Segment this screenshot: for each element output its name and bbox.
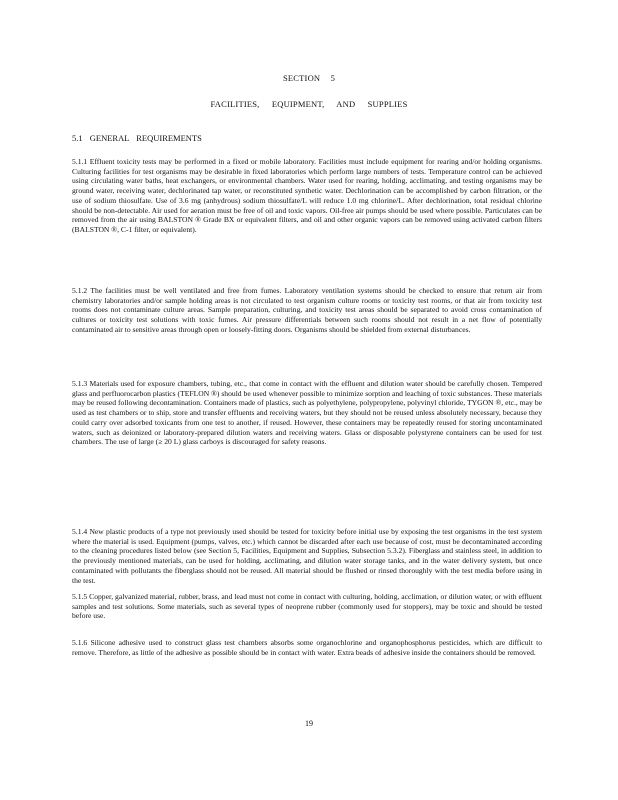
page-number: 19 — [305, 719, 313, 728]
paragraph-5-1-6: 5.1.6 Silicone adhesive used to construct glass test chambers absorbs some organochlorine and organophosphorus pesticides, which are difficult to remove. Therefore, as little of the adhesive as possible should be in contact with water. Extra beads of adhesive inside the containers should be removed. — [72, 638, 542, 657]
paragraph-5-1-2: 5.1.2 The facilities must be well ventilated and free from fumes. Laboratory ventilation systems should be checked to ensure that return air from chemistry laboratories and/or sample holding areas is not circulated to test organism culture rooms or toxicity test rooms, or that air from toxicity test rooms does not contaminate culture areas. Sample preparation, culturing, and toxicity test areas should be separated to avoid cross contamination of cultures or toxicity test solutions with toxic fumes. Air pressure differentials between such rooms should not result in a net flow of potentially contaminated air to sensitive areas through open or loosely-fitting doors. Organisms should be shielded from external disturbances. — [72, 286, 542, 334]
paragraph-5-1-1: 5.1.1 Effluent toxicity tests may be performed in a fixed or mobile laboratory. Facilities must include equipment for rearing and/or holding organisms. Culturing facilities for test organisms may be desirable in fixed laboratories which perform large numbers of tests. Temperature control can be achieved using circulating water baths, heat exchangers, or environmental chambers. Water used for rearing, holding, acclimating, and testing organisms may be ground water, receiving water, dechlorinated tap water, or reconstituted synthetic water. Dechlorination can be accomplished by carbon filtration, or the use of sodium thiosulfate. Use of 3.6 mg (anhydrous) sodium thiosulfate/L will reduce 1.0 mg chlorine/L. After dechlorination, total residual chlorine should be non-detectable. Air used for aeration must be free of oil and toxic vapors. Oil-free air pumps should be used where possible. Particulates can be removed from the air using BALSTON ® Grade BX or equivalent filters, and oil and other organic vapors can be removed using activated carbon filters (BALSTON ®, C-1 filter, or equivalent). — [72, 157, 542, 234]
subsection-heading: 5.1 GENERAL REQUIREMENTS — [72, 133, 202, 143]
section-number: SECTION 5 — [282, 73, 336, 83]
paragraph-5-1-3: 5.1.3 Materials used for exposure chambers, tubing, etc., that come in contact with the effluent and dilution water should be carefully chosen. Tempered glass and perfluorocarbon plastics (TEFLON ®) should be used whenever possible to minimize sorption and leaching of toxic substances. These materials may be reused following decontamination. Containers made of plastics, such as polyethylene, polypropylene, polyvinyl chloride, TYGON ®, etc., may be used as test chambers or to ship, store and transfer effluents and receiving waters, but they should not be reused unless absolutely necessary, because they could carry over adsorbed toxicants from one test to another, if reused. However, these containers may be repeatedly reused for storing uncontaminated waters, such as deionized or laboratory-prepared dilution waters and receiving waters. Glass or disposable polystyrene containers can be used for test chambers. The use of large (≥ 20 L) glass carboys is discouraged for safety reasons. — [72, 379, 542, 447]
paragraph-5-1-4: 5.1.4 New plastic products of a type not previously used should be tested for toxicity before initial use by exposing the test organisms in the test system where the material is used. Equipment (pumps, valves, etc.) which cannot be discarded after each use because of cost, must be decontaminated according to the cleaning procedures listed below (see Section 5, Facilities, Equipment and Supplies, Subsection 5.3.2). Fiberglass and stainless steel, in addition to the previously mentioned materials, can be used for holding, acclimating, and dilution water storage tanks, and in the water delivery system, but once contaminated with pollutants the fiberglass should not be reused. All material should be flushed or rinsed thoroughly with the test media before using in the test. — [72, 527, 542, 585]
paragraph-5-1-5: 5.1.5 Copper, galvanized material, rubber, brass, and lead must not come in contact with culturing, holding, acclimation, or dilution water, or with effluent samples and test solutions. Some materials, such as several types of neoprene rubber (commonly used for stoppers), may be toxic and should be tested before use. — [72, 592, 542, 621]
section-title: FACILITIES, EQUIPMENT, AND SUPPLIES — [210, 99, 408, 109]
